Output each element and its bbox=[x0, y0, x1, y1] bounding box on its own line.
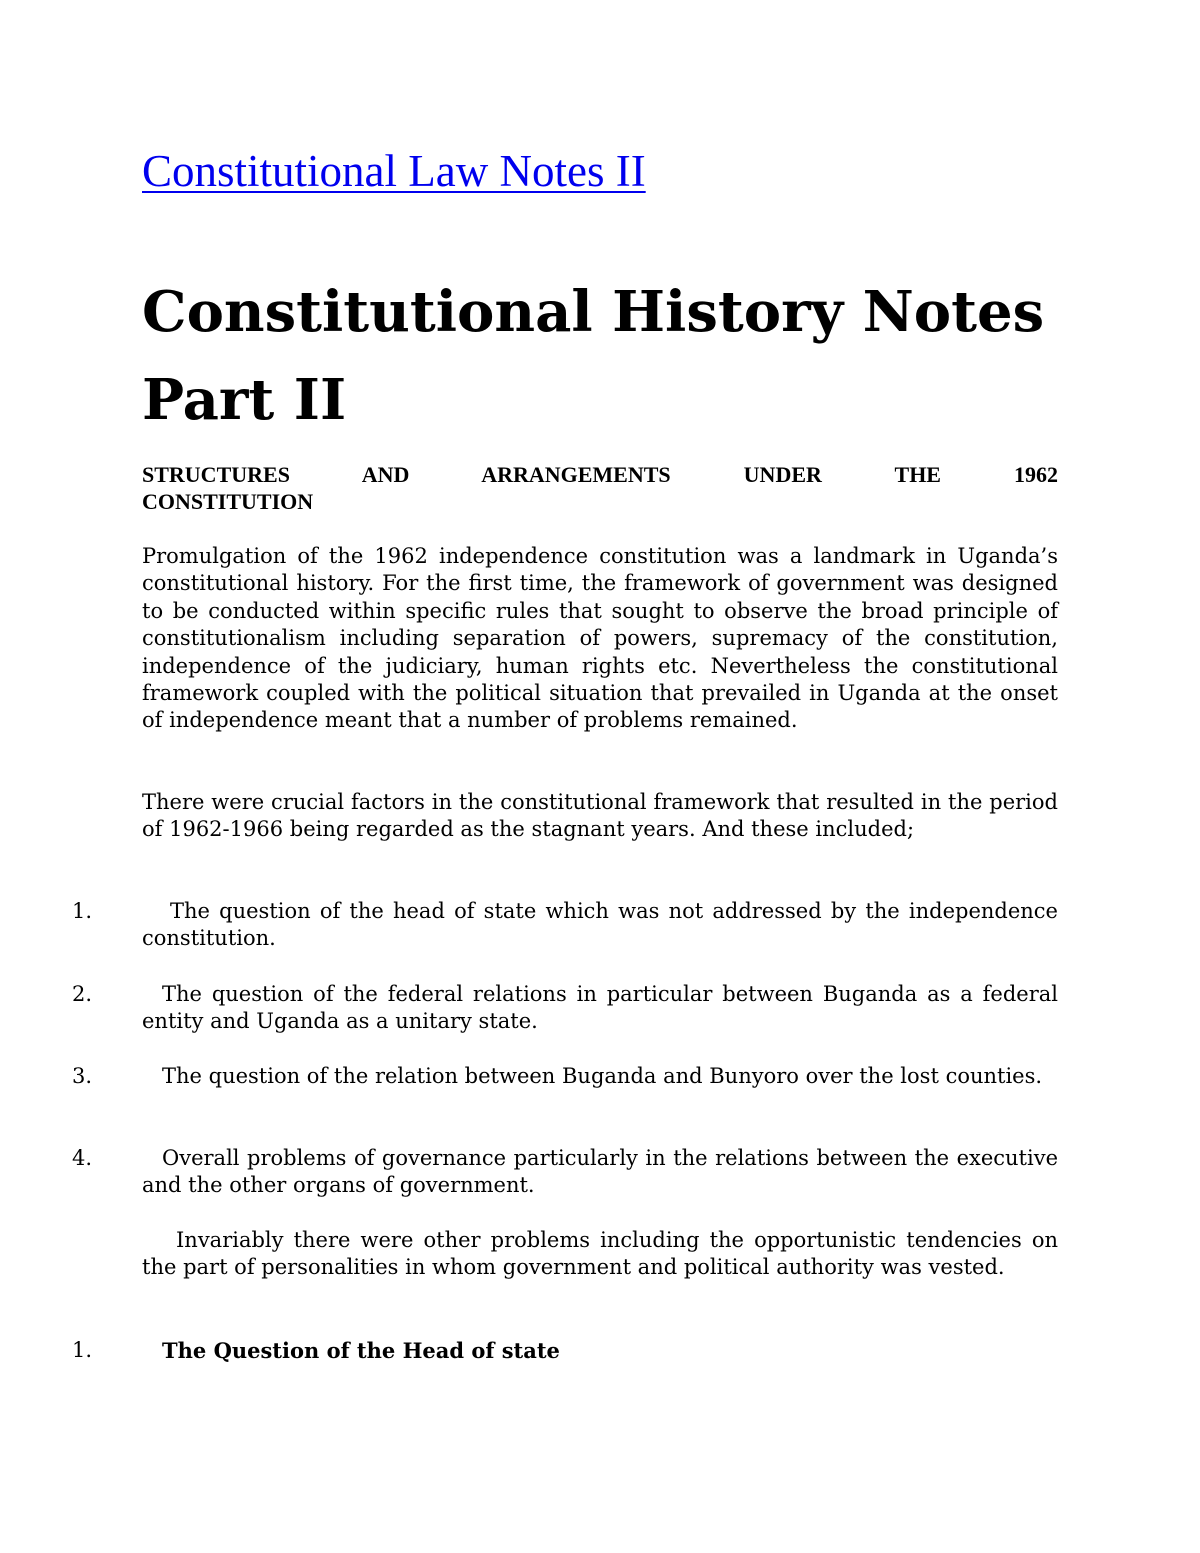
paragraph-other-problems: Invariably there were other problems including the opportunistic tendencies on the part of personalities in whom government and political authority was vested. bbox=[142, 1228, 1058, 1280]
subheading-number: 1. bbox=[72, 1338, 93, 1362]
list-item-number: 1. bbox=[72, 899, 93, 923]
main-title: Constitutional History Notes Part II bbox=[142, 279, 1045, 433]
paragraph-promulgation: Promulgation of the 1962 independence constitution was a landmark in Uganda’s constitutional history. For the first time, the framework of government was designed to be conducted within specific rules that sought to observe the broad principle of constitutionalism including separation of powers, supremacy of the constitution, independence of the judiciary, human rights etc. Nevertheless the constitutional framework coupled with the political situation that prevailed in Uganda at the onset of independence meant that a number of problems remained. bbox=[142, 544, 1058, 733]
list-item-text: The question of the federal relations in particular between Buganda as a federal entity and Uganda as a unitary state. bbox=[142, 982, 1058, 1034]
subheading-text: The Question of the Head of state bbox=[162, 1338, 560, 1363]
section-heading-line-1: STRUCTURES AND ARRANGEMENTS UNDER THE 1962 bbox=[142, 462, 1058, 487]
section-heading-line-2: CONSTITUTION bbox=[142, 489, 314, 515]
list-item-text: The question of the relation between Buganda and Bunyoro over the lost counties. bbox=[162, 1064, 1043, 1088]
paragraph-crucial-factors: There were crucial factors in the constitutional framework that resulted in the period of 1962-1966 being regarded as the stagnant years. And these included; bbox=[142, 790, 1058, 842]
document-title-link[interactable]: Constitutional Law Notes II bbox=[142, 146, 646, 196]
list-item-number: 2. bbox=[72, 982, 93, 1006]
list-item-text: The question of the head of state which was not addressed by the independence constitution. bbox=[142, 899, 1058, 951]
section-heading bbox=[142, 461, 1058, 516]
list-item-text: Overall problems of governance particularly in the relations between the executive and the other organs of government. bbox=[142, 1146, 1058, 1198]
list-item-number: 4. bbox=[72, 1146, 93, 1170]
list-item-number: 3. bbox=[72, 1064, 93, 1088]
